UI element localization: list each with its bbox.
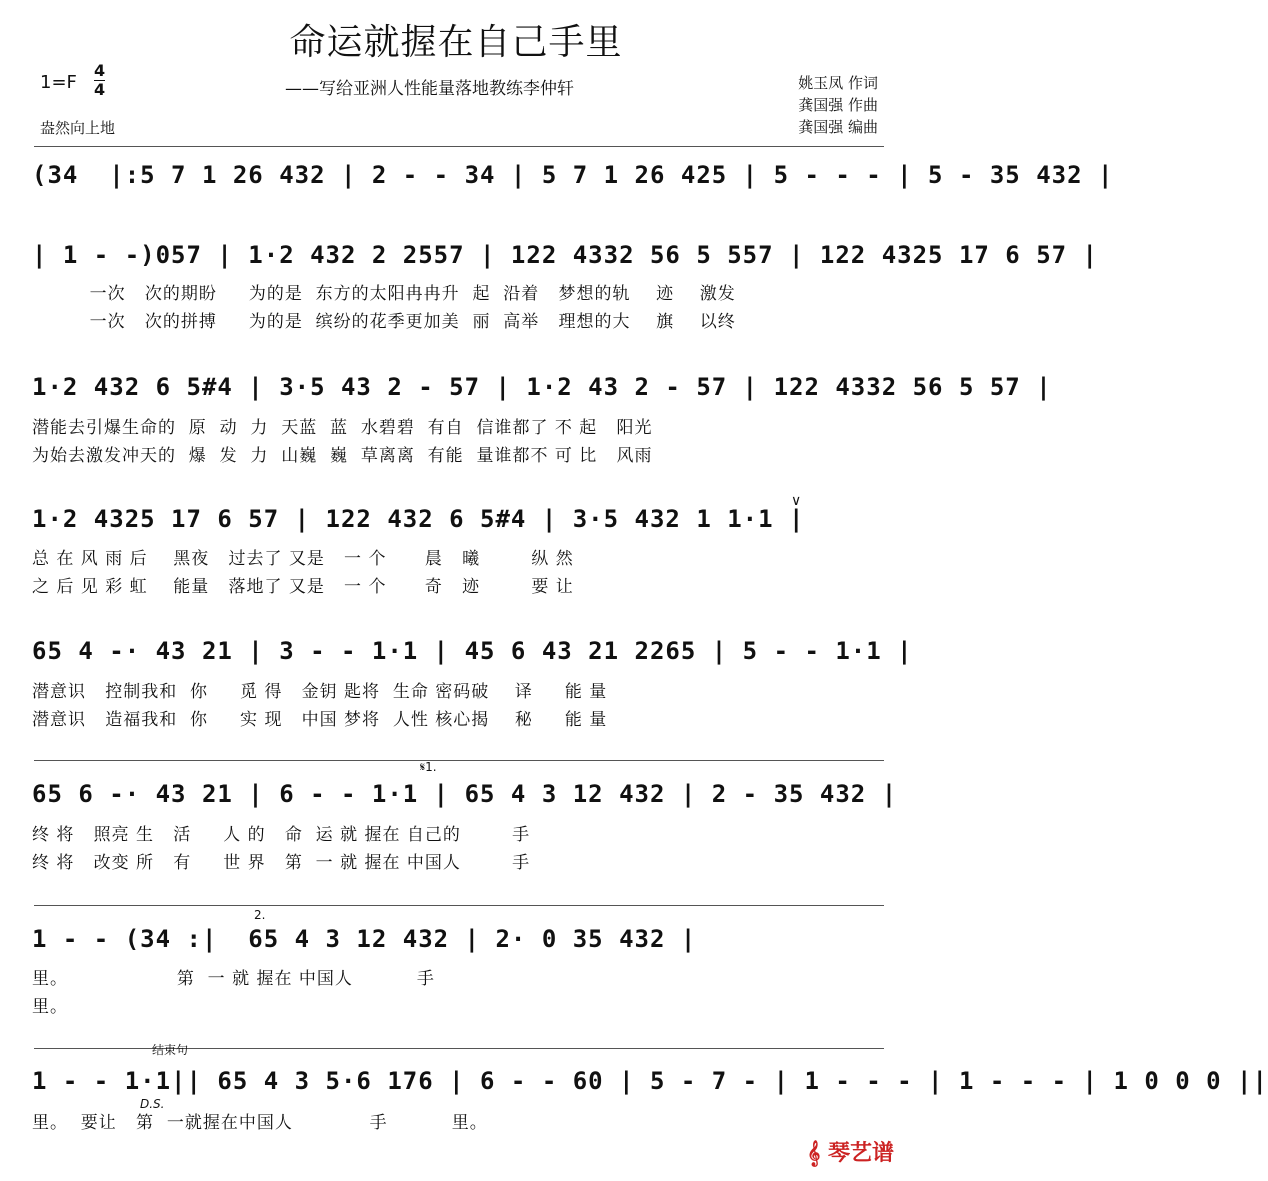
notes-system-2: | 1 - -)057 | 1·2 432 2 2557 | 122 4332 56 5 557 | 122 4325 17 6 57 | <box>32 241 1098 269</box>
time-numerator: 4 <box>94 61 106 80</box>
credit-composer: 龚国强 作曲 <box>798 96 878 114</box>
volta-2-label: 2. <box>254 908 266 922</box>
lyric-system-2-verse-1: 一次 次的期盼 为的是 东方的太阳冉冉升 起 沿着 梦想的轨 迹 激发 <box>32 284 736 304</box>
system-rule <box>34 760 884 761</box>
brand-logo <box>807 1136 894 1167</box>
time-denominator: 4 <box>94 80 106 99</box>
lyric-system-2-verse-2: 一次 次的拼搏 为的是 缤纷的花季更加美 丽 高举 理想的大 旗 以终 <box>32 312 736 332</box>
system-rule <box>34 1048 150 1049</box>
notes-system-1: (34 |:5 7 1 26 432 | 2 - - 34 | 5 7 1 26 425 | 5 - - - | 5 - 35 432 | <box>32 161 1114 189</box>
song-title: 命运就握在自己手里 <box>289 22 623 63</box>
lyric-system-6-verse-1: 终 将 照亮 生 活 人 的 命 运 就 握在 自己的 手 <box>32 825 531 845</box>
notes-system-3: 1·2 432 6 5#4 | 3·5 43 2 - 57 | 1·2 43 2 - 57 | 122 4332 56 5 57 | <box>32 373 1052 401</box>
lyric-system-4-verse-2: 之 后 见 彩 虹 能量 落地了 又是 一 个 奇 迹 要 让 <box>32 577 574 597</box>
time-signature <box>94 62 105 99</box>
notes-system-4: 1·2 4325 17 6 57 | 122 432 6 5#4 | 3·5 432 1 1·1 | <box>32 505 805 533</box>
lyric-system-8-verse-1: 里。 要让 第 一就握在中国人 手 里。 <box>32 1113 488 1133</box>
notes-system-6: 65 6 -· 43 21 | 6 - - 1·1 | 65 4 3 12 432 | 2 - 35 432 | <box>32 780 898 808</box>
key-signature: 1=F <box>40 72 77 93</box>
lyric-system-6-verse-2: 终 将 改变 所 有 世 界 第 一 就 握在 中国人 手 <box>32 853 531 873</box>
credit-lyricist: 姚玉凤 作词 <box>798 74 878 92</box>
lyric-system-7-verse-1: 里。 第 一 就 握在 中国人 手 <box>32 969 435 989</box>
coda-bracket <box>150 1048 884 1049</box>
breath-mark: ∨ <box>791 493 802 509</box>
lyric-system-3-verse-2: 为始去激发冲天的 爆 发 力 山巍 巍 草离离 有能 量谁都不 可 比 风雨 <box>32 446 653 466</box>
ds-marking: D.S. <box>140 1097 165 1111</box>
notes-system-8: 1 - - 1·1|| 65 4 3 5·6 176 | 6 - - 60 | 5 - 7 - | 1 - - - | 1 - - - | 1 0 0 0 || <box>32 1067 1268 1095</box>
lyric-system-4-verse-1: 总 在 风 雨 后 黑夜 过去了 又是 一 个 晨 曦 纵 然 <box>32 549 574 569</box>
system-rule <box>34 146 884 147</box>
segno-volta-1: 𝄋1. <box>420 760 437 774</box>
piano-icon: 𝄞 <box>807 1141 821 1166</box>
tempo-mood: 盎然向上地 <box>40 119 116 137</box>
system-rule <box>34 905 884 906</box>
notes-system-7: 1 - - (34 :| 65 4 3 12 432 | 2· 0 35 432 | <box>32 925 697 953</box>
lyric-system-3-verse-1: 潜能去引爆生命的 原 动 力 天蓝 蓝 水碧碧 有自 信谁都了 不 起 阳光 <box>32 418 653 438</box>
brand-logo-text: 琴艺谱 <box>827 1141 894 1166</box>
lyric-system-5-verse-2: 潜意识 造福我和 你 实 现 中国 梦将 人性 核心揭 秘 能 量 <box>32 710 608 730</box>
notes-system-5: 65 4 -· 43 21 | 3 - - 1·1 | 45 6 43 21 2265 | 5 - - 1·1 | <box>32 637 913 665</box>
song-subtitle: ——写给亚洲人性能量落地教练李仲轩 <box>285 79 574 99</box>
coda-label: 结束句 <box>152 1043 189 1057</box>
lyric-system-5-verse-1: 潜意识 控制我和 你 觅 得 金钥 匙将 生命 密码破 译 能 量 <box>32 682 608 702</box>
lyric-system-7-verse-2: 里。 <box>32 997 68 1017</box>
credit-arranger: 龚国强 编曲 <box>798 118 878 136</box>
